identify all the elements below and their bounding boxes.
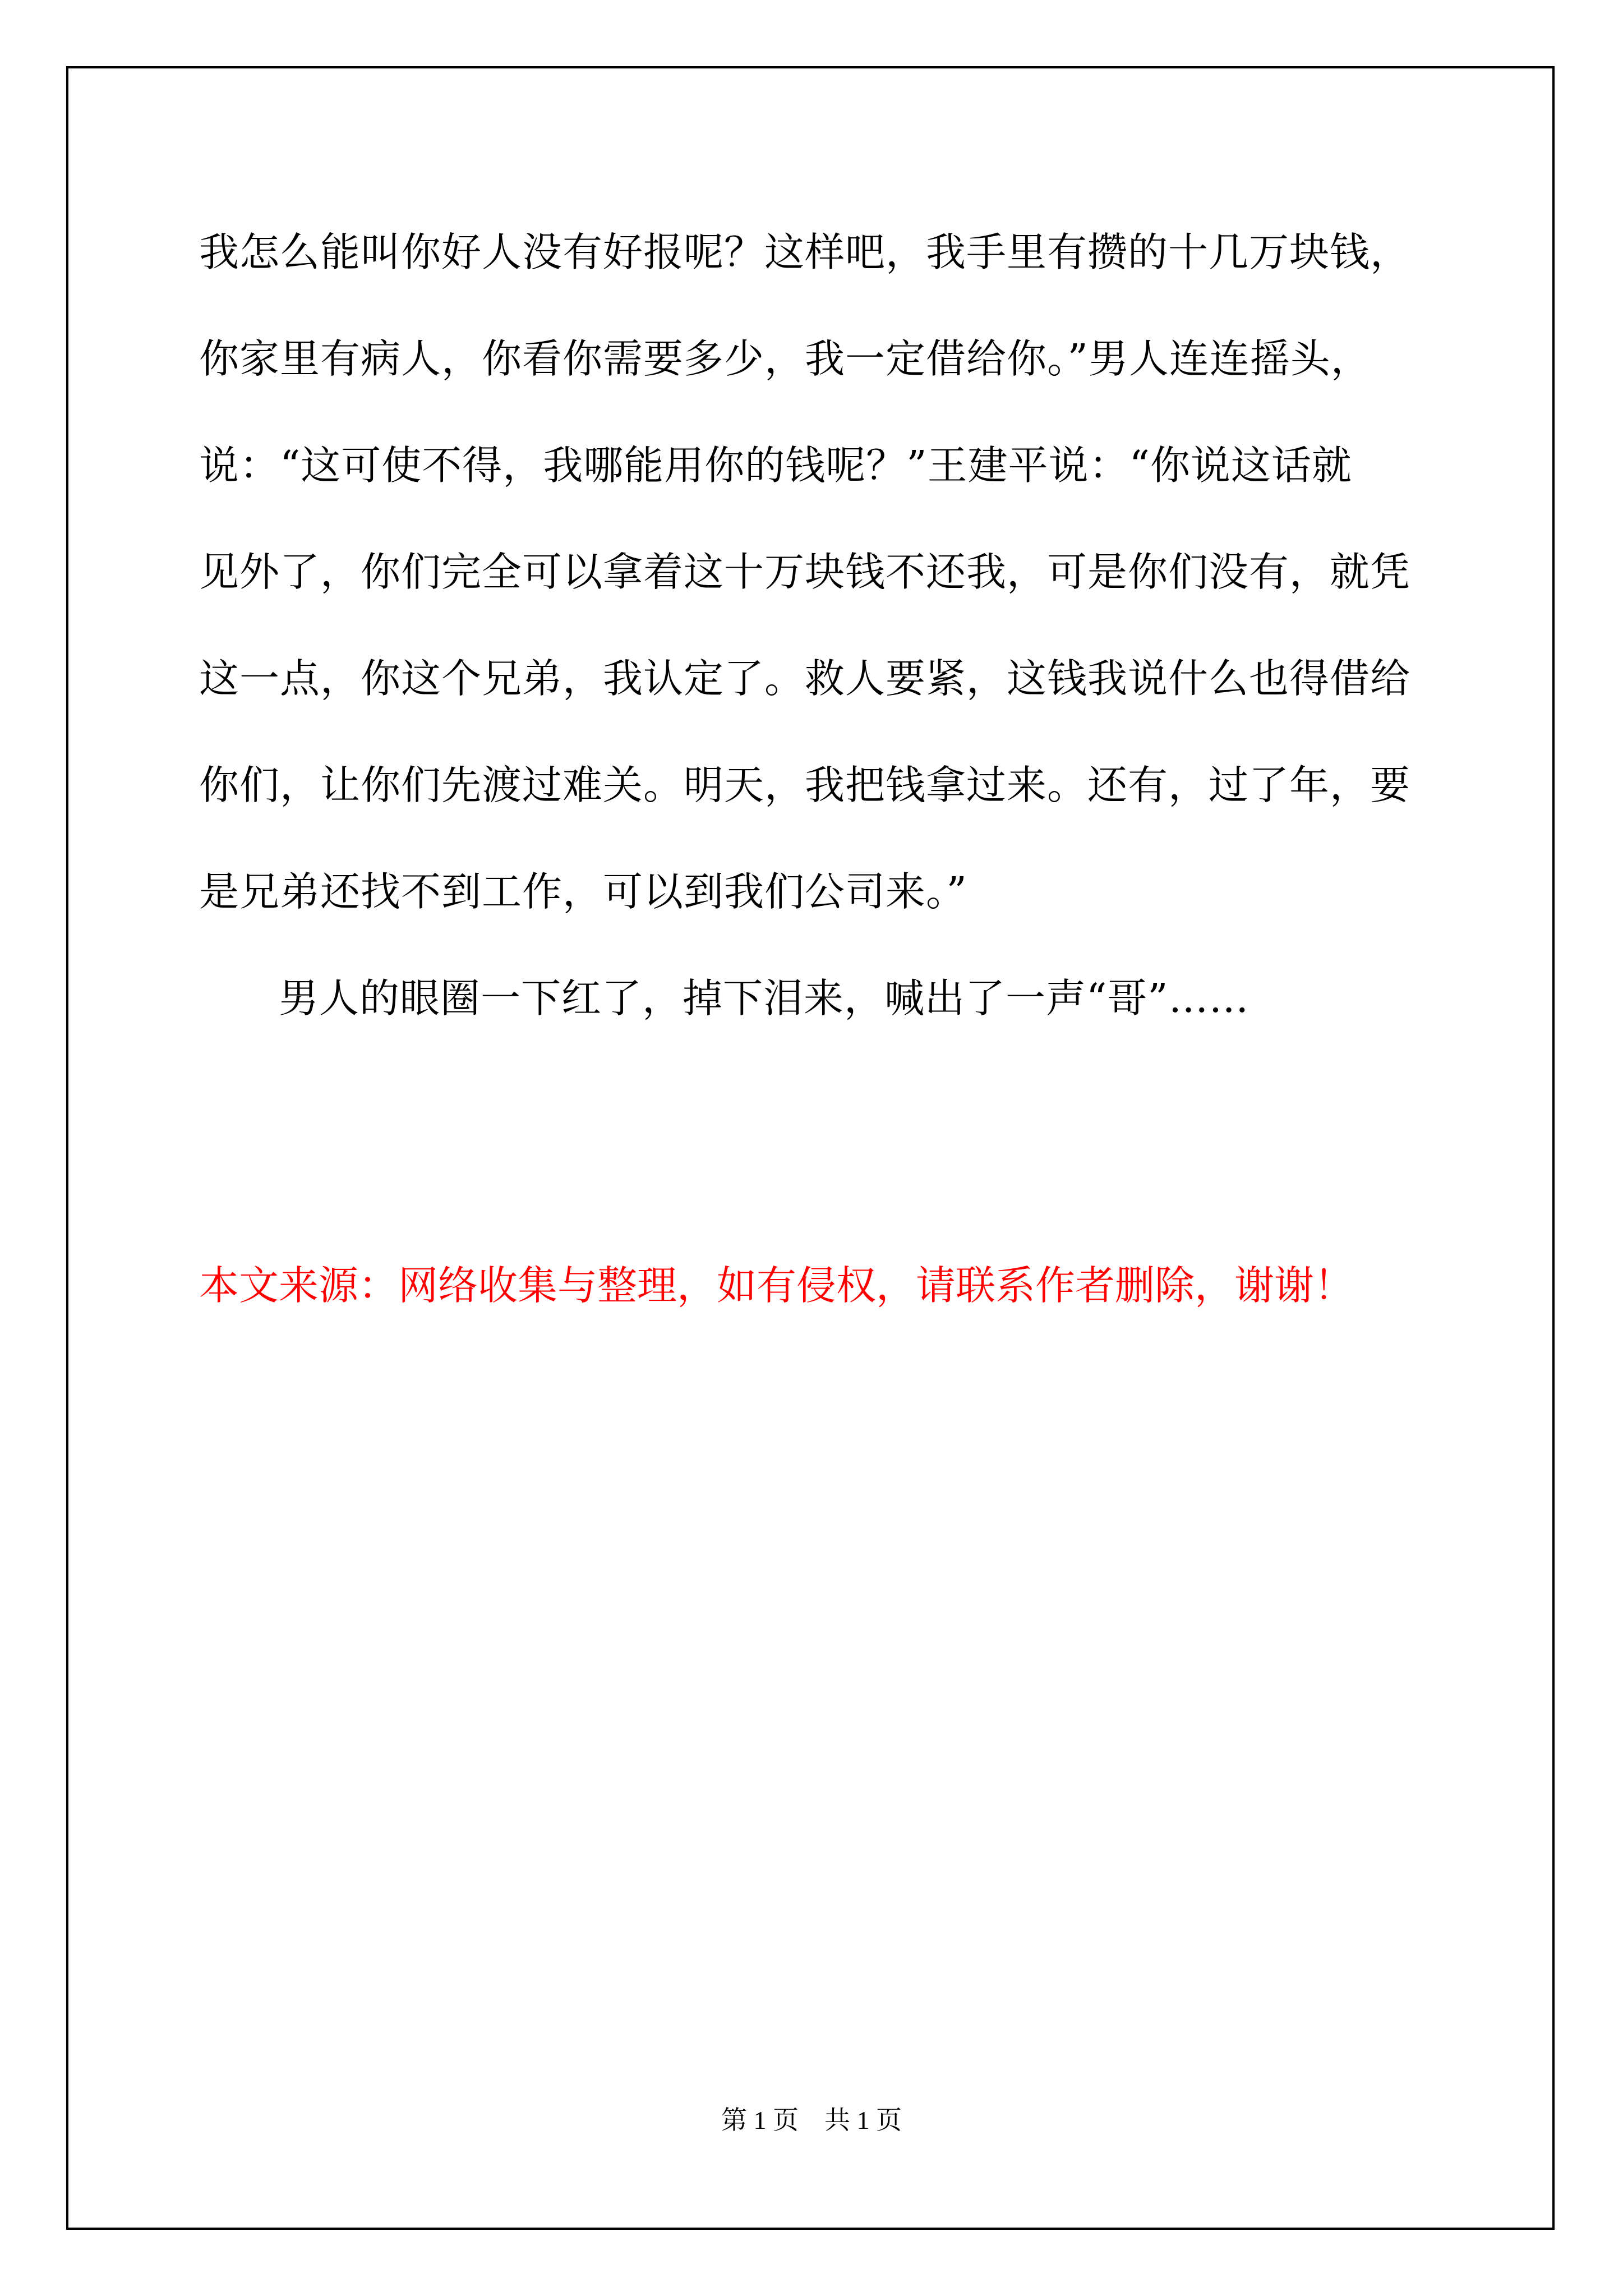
paragraph-line: 你家里有病人，你看你需要多少，我一定借给你。”男人连连摇头， <box>199 335 1371 382</box>
paragraph-line: 说：“这可使不得，我哪能用你的钱呢？”王建平说：“你说这话就 <box>199 442 1352 489</box>
paragraph-line: 是兄弟还找不到工作，可以到我们公司来。” <box>199 868 967 915</box>
paragraph-line: 我怎么能叫你好人没有好报呢？这样吧，我手里有攒的十几万块钱， <box>199 229 1411 275</box>
paragraph-line: 你们，让你们先渡过难关。明天，我把钱拿过来。还有，过了年，要 <box>199 762 1411 808</box>
paragraph-line: 这一点，你这个兄弟，我认定了。救人要紧，这钱我说什么也得借给 <box>199 655 1411 702</box>
page-number-footer: 第 1 页 共 1 页 <box>721 2106 902 2134</box>
source-note: 本文来源：网络收集与整理，如有侵权，请联系作者删除，谢谢！ <box>199 1262 1354 1309</box>
document-body <box>199 199 1433 1052</box>
paragraph-line: 见外了，你们完全可以拿着这十万块钱不还我，可是你们没有，就凭 <box>199 549 1411 595</box>
closing-paragraph: 男人的眼圈一下红了，掉下泪来，喊出了一声“哥”…… <box>279 975 1249 1022</box>
